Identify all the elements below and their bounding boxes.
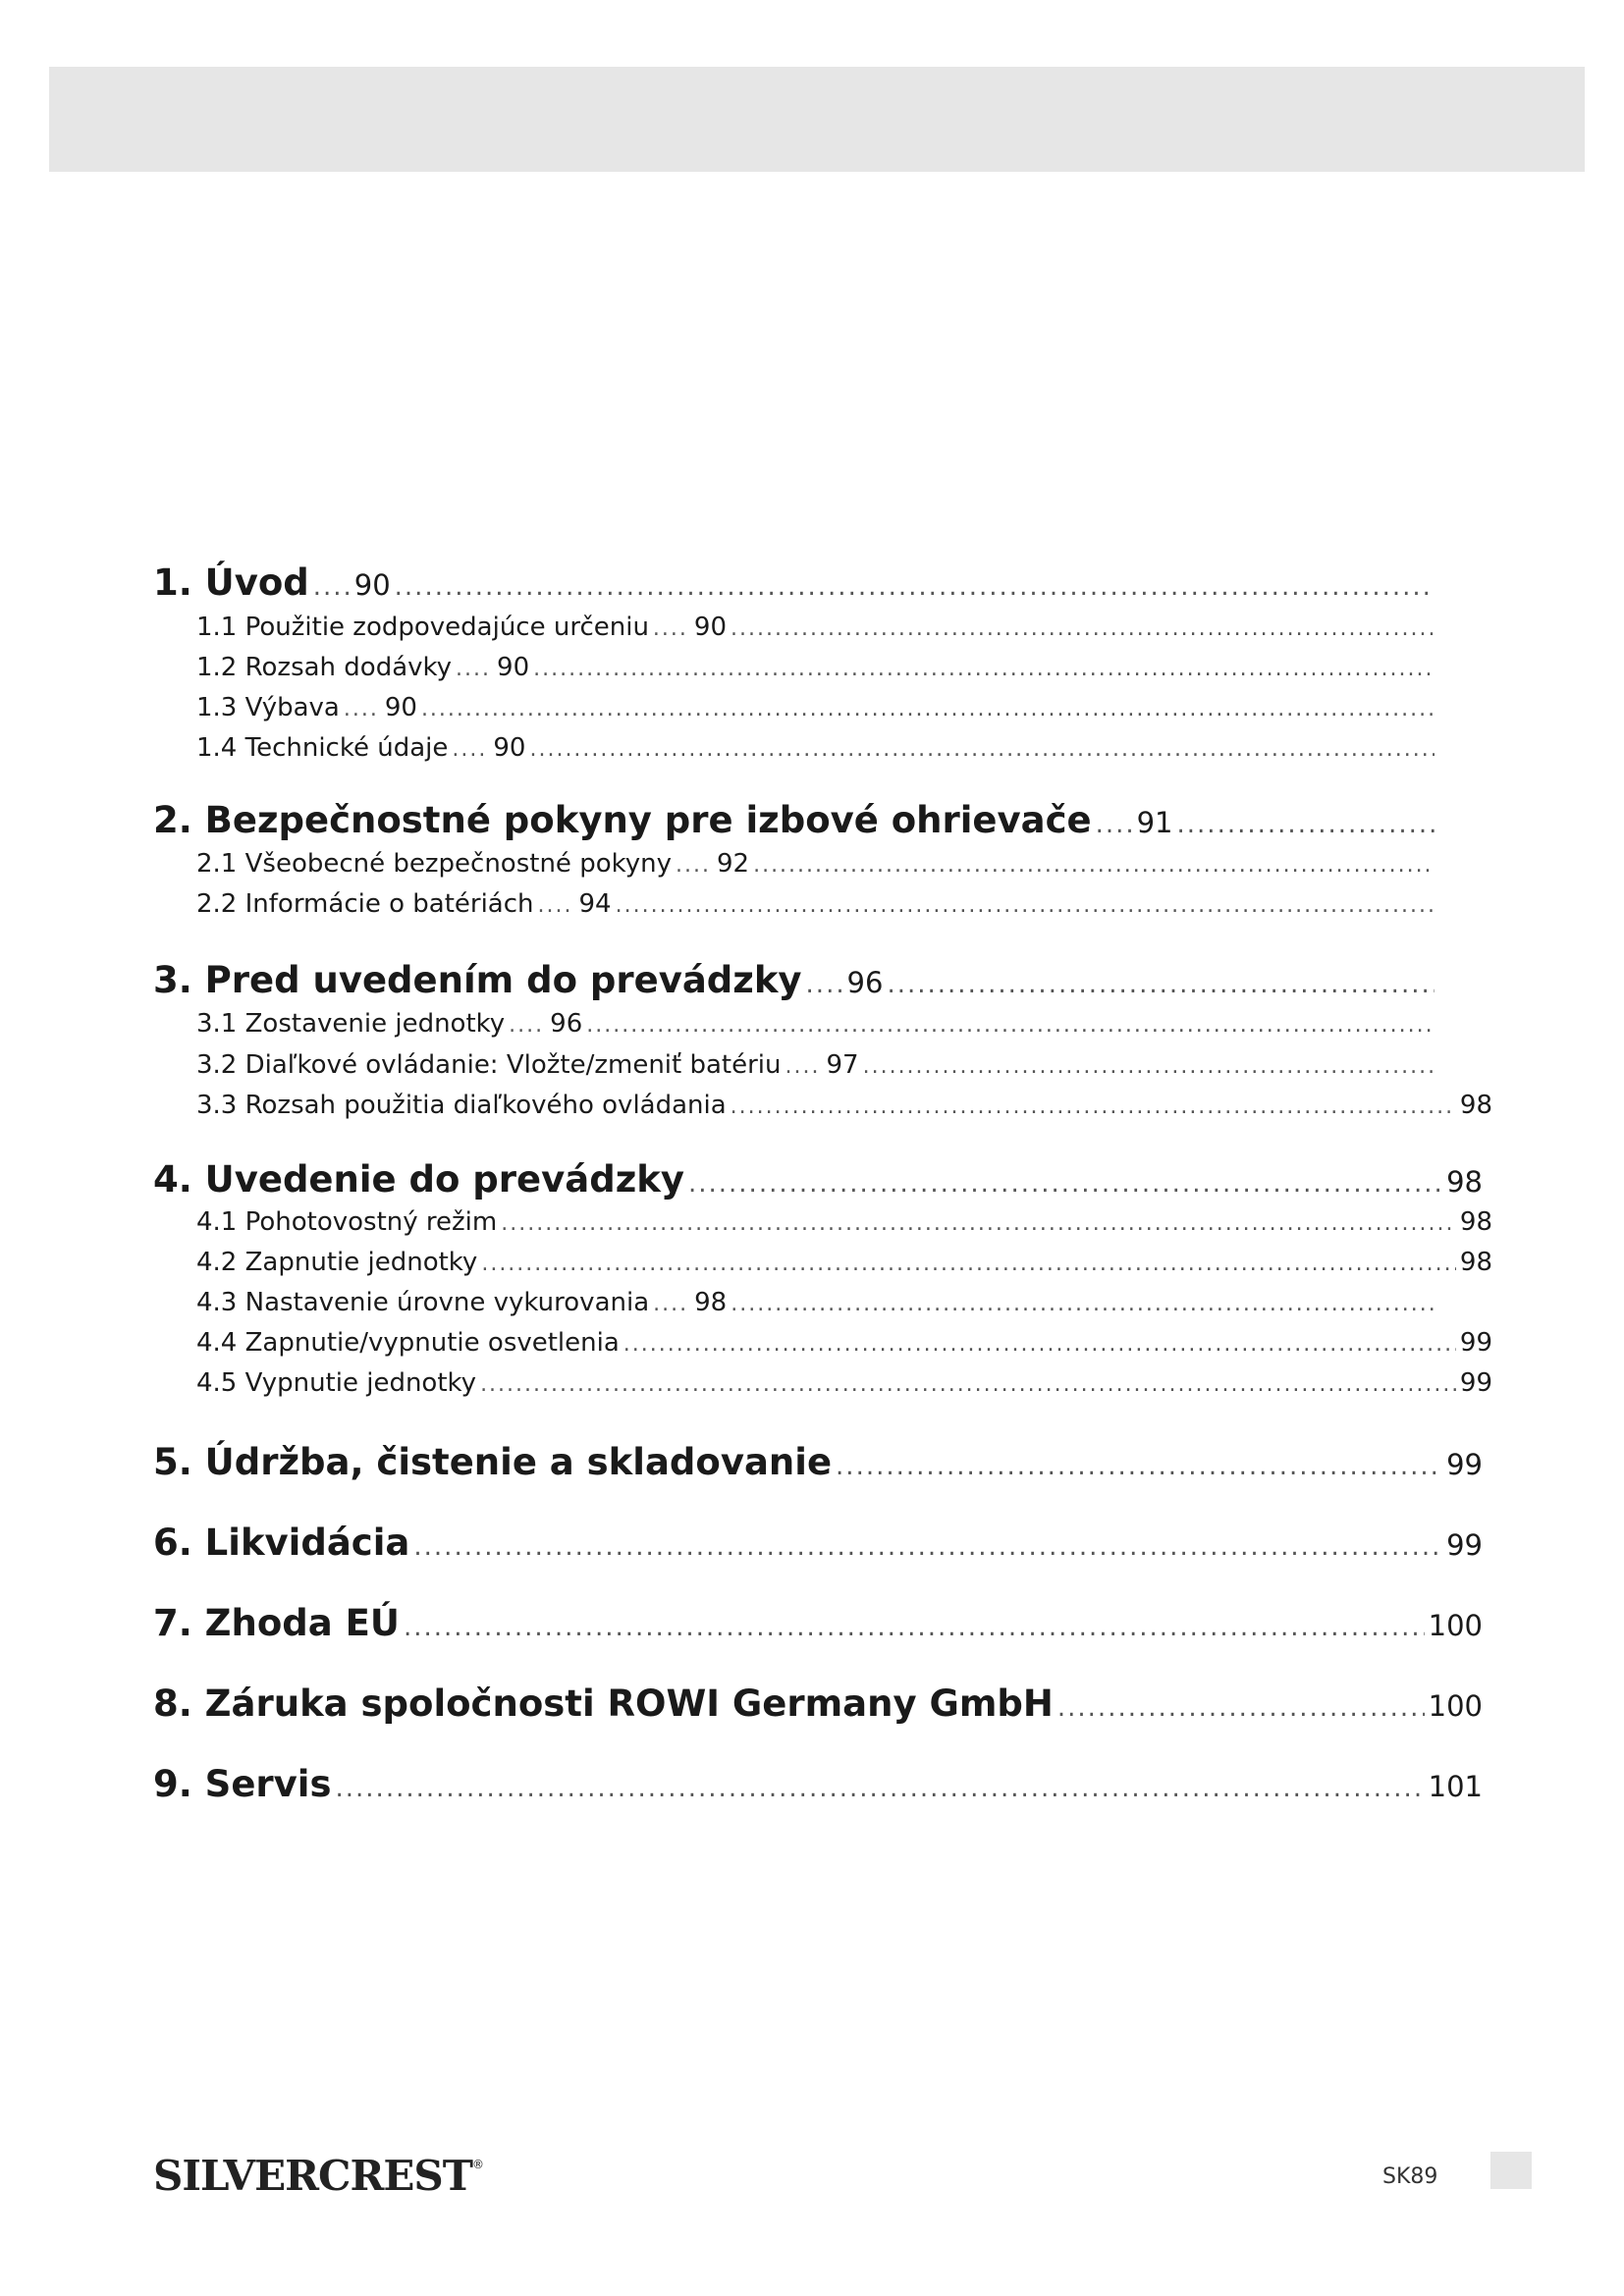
toc-chapter[interactable] [153, 1522, 1483, 1564]
dot-leader [863, 1054, 1435, 1079]
toc-page-number: 90 [384, 693, 417, 722]
toc-page-number: 98 [1459, 1207, 1492, 1237]
toc-entry[interactable] [196, 1368, 1492, 1398]
toc-chapter[interactable] [153, 1441, 1483, 1483]
dot-leader [456, 657, 491, 681]
toc-page-number: 99 [1446, 1448, 1483, 1481]
toc-entry[interactable] [196, 1091, 1492, 1120]
toc-title: 1.1 Použitie zodpovedajúce určeniu [196, 613, 649, 642]
toc-title: 1.2 Rozsah dodávky [196, 653, 453, 682]
toc-page-number: 98 [1459, 1091, 1492, 1120]
dot-leader [481, 1252, 1456, 1276]
dot-leader [1096, 810, 1131, 839]
dot-leader [887, 970, 1435, 999]
toc-chapter[interactable] [153, 1682, 1483, 1725]
toc-title: 2. Bezpečnostné pokyny pre izbové ohrievače [153, 799, 1092, 841]
dot-leader [623, 1332, 1456, 1357]
dot-leader [533, 657, 1435, 681]
page-code: SK89 [1382, 2164, 1438, 2189]
dot-leader [395, 572, 1435, 602]
toc-page-number: 98 [694, 1288, 728, 1317]
toc-title: 4.3 Nastavenie úrovne vykurovania [196, 1288, 650, 1317]
toc-title: 4.4 Zapnutie/vypnutie osvetlenia [196, 1328, 620, 1358]
dot-leader [480, 1372, 1456, 1397]
toc-title: 6. Likvidácia [153, 1522, 410, 1564]
toc-page-number: 90 [497, 653, 530, 682]
toc-page-number: 100 [1428, 1609, 1483, 1642]
dot-leader [806, 970, 841, 999]
toc-title: 9. Servis [153, 1763, 332, 1805]
toc-title: 1.4 Technické údaje [196, 733, 449, 763]
toc-page-number: 96 [550, 1009, 583, 1039]
toc-page-number: 101 [1428, 1770, 1483, 1803]
dot-leader [404, 1613, 1425, 1642]
toc-page-number: 92 [716, 849, 750, 879]
toc-entry[interactable] [196, 1328, 1492, 1358]
dot-leader [731, 1095, 1456, 1119]
toc-page-number: 90 [693, 613, 728, 642]
dot-leader [586, 1013, 1435, 1038]
dot-leader [421, 697, 1435, 721]
dot-leader [836, 1452, 1442, 1481]
toc-entry[interactable] [196, 1288, 1438, 1317]
toc-title: 3.1 Zostavenie jednotky [196, 1009, 506, 1039]
toc-title: 4.2 Zapnutie jednotky [196, 1248, 478, 1277]
toc-title: 4.5 Vypnutie jednotky [196, 1368, 477, 1398]
dot-leader [1177, 810, 1435, 839]
toc-entry[interactable] [196, 693, 1438, 722]
toc-title: 3.2 Diaľkové ovládanie: Vložte/zmeniť batériu [196, 1050, 782, 1080]
dot-leader [344, 697, 379, 721]
toc-title: 8. Záruka spoločnosti ROWI Germany GmbH [153, 1682, 1054, 1725]
dot-leader [731, 616, 1435, 641]
toc-title: 2.1 Všeobecné bezpečnostné pokyny [196, 849, 672, 879]
toc-page-number: 99 [1459, 1328, 1492, 1358]
toc-title: 1.3 Výbava [196, 693, 340, 722]
toc-entry[interactable] [196, 1009, 1438, 1039]
toc-title: 3. Pred uvedením do prevádzky [153, 959, 802, 1001]
toc-page-number: 99 [1459, 1368, 1492, 1398]
toc-entry[interactable] [196, 1050, 1438, 1080]
toc-entry[interactable] [196, 1207, 1492, 1237]
toc-page-number: 90 [493, 733, 526, 763]
toc-entry[interactable] [196, 733, 1438, 763]
dot-leader [785, 1054, 821, 1079]
toc-chapter[interactable] [153, 959, 1438, 1001]
toc-page-number: 94 [578, 889, 612, 919]
toc-entry[interactable] [196, 889, 1438, 919]
dot-leader [509, 1013, 544, 1038]
toc-page-number: 99 [1446, 1528, 1483, 1562]
toc-chapter[interactable] [153, 561, 1438, 604]
toc-chapter[interactable] [153, 799, 1438, 841]
dot-leader [336, 1774, 1425, 1803]
toc-page-number: 91 [1136, 806, 1173, 839]
page-tab-marker [1490, 2152, 1532, 2189]
toc-page-number: 100 [1428, 1689, 1483, 1723]
silvercrest-logo: SILVERCREST® [153, 2152, 483, 2200]
dot-leader [1057, 1693, 1425, 1723]
toc-page-number: 98 [1459, 1248, 1492, 1277]
dot-leader [731, 1292, 1435, 1316]
toc-page-number: 90 [353, 568, 391, 602]
toc-chapter[interactable] [153, 1158, 1483, 1201]
toc-entry[interactable] [196, 1248, 1492, 1277]
dot-leader [452, 737, 487, 762]
toc-title: 3.3 Rozsah použitia diaľkového ovládania [196, 1091, 727, 1120]
toc-chapter[interactable] [153, 1602, 1483, 1644]
toc-page-number: 97 [826, 1050, 859, 1080]
toc-title: 1. Úvod [153, 561, 309, 604]
dot-leader [653, 616, 688, 641]
toc-title: 7. Zhoda EÚ [153, 1602, 400, 1644]
toc-title: 2.2 Informácie o batériách [196, 889, 534, 919]
dot-leader [501, 1211, 1456, 1236]
dot-leader [413, 1532, 1442, 1562]
dot-leader [529, 737, 1435, 762]
toc-page-number: 98 [1446, 1165, 1483, 1199]
toc-chapter[interactable] [153, 1763, 1483, 1805]
dot-leader [653, 1292, 688, 1316]
toc-title: 5. Údržba, čistenie a skladovanie [153, 1441, 833, 1483]
dot-leader [753, 853, 1435, 878]
dot-leader [313, 572, 349, 602]
toc-title: 4.1 Pohotovostný režim [196, 1207, 498, 1237]
toc-page-number: 96 [846, 966, 884, 999]
dot-leader [676, 853, 711, 878]
toc-entry[interactable] [196, 849, 1438, 879]
dot-leader [616, 893, 1435, 918]
dot-leader [538, 893, 573, 918]
toc-entry[interactable] [196, 653, 1438, 682]
toc-title: 4. Uvedenie do prevádzky [153, 1158, 684, 1201]
dot-leader [688, 1169, 1442, 1199]
toc-entry[interactable] [196, 613, 1438, 642]
